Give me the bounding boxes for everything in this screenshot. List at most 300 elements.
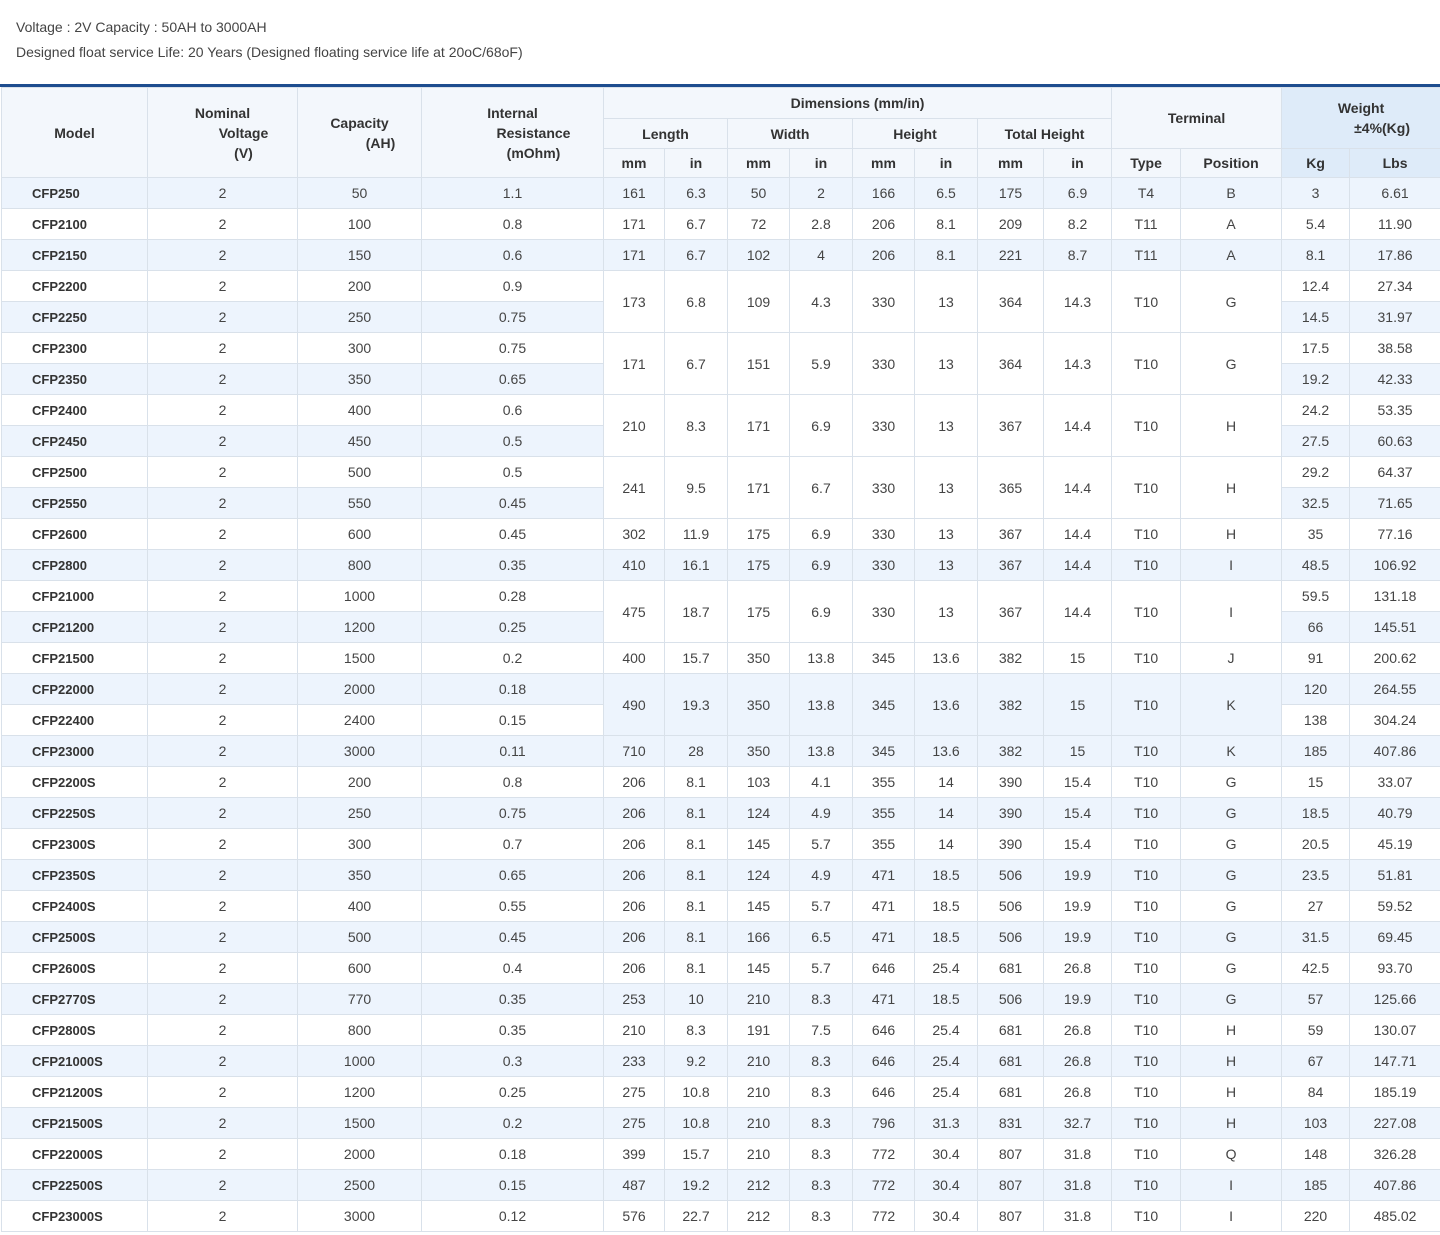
- cell-lbs: 40.79: [1350, 798, 1440, 829]
- cell-v: 2: [148, 271, 298, 302]
- cell-th-in: 19.9: [1044, 860, 1112, 891]
- cell-hei-in: 30.4: [915, 1201, 978, 1232]
- cell-type: T10: [1112, 550, 1181, 581]
- cell-wid-mm: 350: [728, 736, 790, 767]
- cell-th-in: 6.9: [1044, 178, 1112, 209]
- cell-pos: J: [1181, 643, 1282, 674]
- cell-model: CFP2500S: [2, 922, 148, 953]
- cell-th-in: 14.3: [1044, 271, 1112, 333]
- cell-res: 0.7: [422, 829, 604, 860]
- col-internal-resistance: [422, 88, 604, 178]
- cell-lbs: 33.07: [1350, 767, 1440, 798]
- cell-hei-in: 14: [915, 829, 978, 860]
- cell-pos: H: [1181, 457, 1282, 519]
- cell-model: CFP21000S: [2, 1046, 148, 1077]
- cell-v: 2: [148, 922, 298, 953]
- cell-hei-in: 18.5: [915, 891, 978, 922]
- cell-model: CFP2500: [2, 457, 148, 488]
- cell-v: 2: [148, 364, 298, 395]
- cell-cap: 500: [298, 457, 422, 488]
- cell-type: T10: [1112, 767, 1181, 798]
- cell-type: T10: [1112, 829, 1181, 860]
- cell-wid-in: 2: [790, 178, 853, 209]
- cell-wid-in: 6.9: [790, 581, 853, 643]
- cell-hei-in: 13.6: [915, 736, 978, 767]
- cell-v: 2: [148, 209, 298, 240]
- cell-len-in: 8.1: [665, 767, 728, 798]
- cell-wid-mm: 175: [728, 550, 790, 581]
- cell-kg: 148: [1282, 1139, 1350, 1170]
- cell-type: T10: [1112, 271, 1181, 333]
- cell-v: 2: [148, 829, 298, 860]
- cell-hei-mm: 330: [853, 457, 915, 519]
- table-row: [2, 674, 1440, 705]
- cell-lbs: 485.02: [1350, 1201, 1440, 1232]
- cell-model: CFP2200: [2, 271, 148, 302]
- cell-wid-mm: 210: [728, 1139, 790, 1170]
- cell-pos: G: [1181, 767, 1282, 798]
- cell-cap: 500: [298, 922, 422, 953]
- cell-len-mm: 475: [604, 581, 665, 643]
- cell-model: CFP2770S: [2, 984, 148, 1015]
- cell-wid-mm: 103: [728, 767, 790, 798]
- cell-wid-in: 8.3: [790, 1077, 853, 1108]
- cell-len-in: 9.2: [665, 1046, 728, 1077]
- cell-len-in: 15.7: [665, 643, 728, 674]
- cell-len-mm: 302: [604, 519, 665, 550]
- cell-wid-in: 7.5: [790, 1015, 853, 1046]
- cell-cap: 600: [298, 519, 422, 550]
- cell-cap: 300: [298, 829, 422, 860]
- cell-model: CFP21500S: [2, 1108, 148, 1139]
- col-nominal-voltage: [148, 88, 298, 178]
- cell-pos: G: [1181, 922, 1282, 953]
- cell-type: T10: [1112, 643, 1181, 674]
- cell-model: CFP2200S: [2, 767, 148, 798]
- cell-hei-mm: 772: [853, 1201, 915, 1232]
- table-row: [2, 395, 1440, 426]
- cell-wid-in: 5.7: [790, 953, 853, 984]
- cell-len-in: 8.1: [665, 829, 728, 860]
- cell-wid-in: 4.1: [790, 767, 853, 798]
- cell-type: T11: [1112, 240, 1181, 271]
- cell-res: 0.45: [422, 488, 604, 519]
- cell-lbs: 51.81: [1350, 860, 1440, 891]
- cell-wid-mm: 175: [728, 581, 790, 643]
- cell-hei-mm: 345: [853, 674, 915, 736]
- cell-hei-mm: 772: [853, 1170, 915, 1201]
- col-width-in: in: [790, 149, 853, 178]
- cell-lbs: 264.55: [1350, 674, 1440, 705]
- cell-th-in: 32.7: [1044, 1108, 1112, 1139]
- table-row: [2, 953, 1440, 984]
- col-terminal-position: Position: [1181, 149, 1282, 178]
- cell-res: 0.18: [422, 674, 604, 705]
- cell-hei-in: 6.5: [915, 178, 978, 209]
- table-row: [2, 271, 1440, 302]
- cell-res: 0.15: [422, 705, 604, 736]
- cell-hei-in: 13: [915, 519, 978, 550]
- cell-th-in: 15: [1044, 674, 1112, 736]
- cell-v: 2: [148, 767, 298, 798]
- capacity-label-1: Capacity: [330, 114, 389, 131]
- cell-kg: 185: [1282, 1170, 1350, 1201]
- col-length-in: in: [665, 149, 728, 178]
- cell-hei-mm: 330: [853, 581, 915, 643]
- cell-lbs: 130.07: [1350, 1015, 1440, 1046]
- cell-len-mm: 576: [604, 1201, 665, 1232]
- cell-wid-mm: 210: [728, 984, 790, 1015]
- cell-th-mm: 364: [978, 271, 1044, 333]
- cell-res: 0.25: [422, 1077, 604, 1108]
- cell-len-in: 9.5: [665, 457, 728, 519]
- cell-model: CFP21200: [2, 612, 148, 643]
- cell-wid-mm: 171: [728, 395, 790, 457]
- cell-res: 0.65: [422, 860, 604, 891]
- cell-len-mm: 206: [604, 922, 665, 953]
- cell-th-mm: 681: [978, 1015, 1044, 1046]
- cell-pos: G: [1181, 271, 1282, 333]
- cell-kg: 18.5: [1282, 798, 1350, 829]
- cell-len-mm: 241: [604, 457, 665, 519]
- cell-lbs: 326.28: [1350, 1139, 1440, 1170]
- cell-th-mm: 506: [978, 984, 1044, 1015]
- table-row: [2, 457, 1440, 488]
- cell-res: 0.28: [422, 581, 604, 612]
- cell-hei-mm: 355: [853, 798, 915, 829]
- cell-v: 2: [148, 674, 298, 705]
- col-weight-kg: Kg: [1282, 149, 1350, 178]
- col-capacity: [298, 88, 422, 178]
- cell-wid-mm: 212: [728, 1170, 790, 1201]
- cell-v: 2: [148, 240, 298, 271]
- cell-lbs: 17.86: [1350, 240, 1440, 271]
- cell-th-in: 19.9: [1044, 984, 1112, 1015]
- cell-model: CFP21500: [2, 643, 148, 674]
- table-row: [2, 581, 1440, 612]
- cell-model: CFP2350: [2, 364, 148, 395]
- table-row: [2, 860, 1440, 891]
- cell-v: 2: [148, 1015, 298, 1046]
- weight-label-1: Weight: [1337, 100, 1385, 116]
- cell-len-mm: 206: [604, 860, 665, 891]
- cell-hei-mm: 206: [853, 209, 915, 240]
- cell-v: 2: [148, 1108, 298, 1139]
- cell-hei-mm: 646: [853, 1046, 915, 1077]
- col-width: Width: [728, 119, 853, 149]
- cell-cap: 800: [298, 550, 422, 581]
- cell-lbs: 60.63: [1350, 426, 1440, 457]
- cell-len-in: 8.1: [665, 953, 728, 984]
- cell-wid-in: 13.8: [790, 674, 853, 736]
- cell-wid-in: 8.3: [790, 1170, 853, 1201]
- cell-cap: 1500: [298, 1108, 422, 1139]
- cell-kg: 20.5: [1282, 829, 1350, 860]
- cell-wid-mm: 210: [728, 1077, 790, 1108]
- cell-wid-in: 4.9: [790, 798, 853, 829]
- table-row: [2, 643, 1440, 674]
- cell-kg: 220: [1282, 1201, 1350, 1232]
- resistance-label-3: (mOhm): [506, 144, 561, 161]
- cell-lbs: 45.19: [1350, 829, 1440, 860]
- cell-len-mm: 253: [604, 984, 665, 1015]
- cell-wid-mm: 191: [728, 1015, 790, 1046]
- capacity-label-2: (AH): [365, 134, 396, 151]
- cell-pos: I: [1181, 550, 1282, 581]
- cell-wid-in: 8.3: [790, 1108, 853, 1139]
- cell-wid-in: 6.9: [790, 550, 853, 581]
- cell-wid-in: 5.7: [790, 891, 853, 922]
- cell-pos: Q: [1181, 1139, 1282, 1170]
- cell-type: T10: [1112, 519, 1181, 550]
- col-weight-lbs: Lbs: [1350, 149, 1440, 178]
- cell-hei-in: 13.6: [915, 643, 978, 674]
- cell-pos: G: [1181, 953, 1282, 984]
- cell-len-in: 15.7: [665, 1139, 728, 1170]
- cell-th-in: 19.9: [1044, 891, 1112, 922]
- cell-len-in: 6.7: [665, 333, 728, 395]
- cell-th-mm: 367: [978, 550, 1044, 581]
- cell-model: CFP2300S: [2, 829, 148, 860]
- cell-v: 2: [148, 395, 298, 426]
- cell-th-mm: 681: [978, 953, 1044, 984]
- intro-text: [0, 0, 1440, 84]
- col-terminal-type: Type: [1112, 149, 1181, 178]
- cell-res: 0.8: [422, 767, 604, 798]
- cell-kg: 57: [1282, 984, 1350, 1015]
- cell-cap: 250: [298, 302, 422, 333]
- cell-pos: H: [1181, 1015, 1282, 1046]
- cell-th-mm: 175: [978, 178, 1044, 209]
- cell-th-in: 14.4: [1044, 581, 1112, 643]
- cell-lbs: 38.58: [1350, 333, 1440, 364]
- cell-v: 2: [148, 302, 298, 333]
- cell-wid-mm: 210: [728, 1108, 790, 1139]
- cell-v: 2: [148, 1046, 298, 1077]
- cell-wid-in: 6.9: [790, 395, 853, 457]
- col-total-height-mm: mm: [978, 149, 1044, 178]
- voltage-capacity-line: Voltage : 2V Capacity : 50AH to 3000AH: [16, 19, 267, 35]
- cell-cap: 400: [298, 395, 422, 426]
- cell-len-in: 28: [665, 736, 728, 767]
- table-row: [2, 178, 1440, 209]
- cell-cap: 250: [298, 798, 422, 829]
- cell-th-in: 15.4: [1044, 767, 1112, 798]
- cell-hei-in: 13: [915, 333, 978, 395]
- cell-cap: 600: [298, 953, 422, 984]
- cell-kg: 59.5: [1282, 581, 1350, 612]
- cell-model: CFP21200S: [2, 1077, 148, 1108]
- cell-lbs: 53.35: [1350, 395, 1440, 426]
- cell-th-mm: 364: [978, 333, 1044, 395]
- cell-res: 0.65: [422, 364, 604, 395]
- cell-hei-mm: 646: [853, 953, 915, 984]
- cell-th-mm: 390: [978, 767, 1044, 798]
- cell-kg: 15: [1282, 767, 1350, 798]
- cell-v: 2: [148, 178, 298, 209]
- cell-kg: 59: [1282, 1015, 1350, 1046]
- cell-wid-mm: 350: [728, 643, 790, 674]
- cell-pos: G: [1181, 829, 1282, 860]
- cell-hei-in: 14: [915, 798, 978, 829]
- cell-th-in: 31.8: [1044, 1139, 1112, 1170]
- cell-th-in: 15: [1044, 736, 1112, 767]
- cell-th-mm: 367: [978, 395, 1044, 457]
- cell-v: 2: [148, 333, 298, 364]
- col-dimensions: Dimensions (mm/in): [604, 88, 1112, 119]
- cell-kg: 84: [1282, 1077, 1350, 1108]
- cell-hei-mm: 330: [853, 519, 915, 550]
- cell-res: 0.25: [422, 612, 604, 643]
- cell-v: 2: [148, 519, 298, 550]
- cell-pos: H: [1181, 1046, 1282, 1077]
- cell-type: T10: [1112, 922, 1181, 953]
- cell-lbs: 304.24: [1350, 705, 1440, 736]
- cell-hei-in: 30.4: [915, 1170, 978, 1201]
- cell-len-mm: 171: [604, 240, 665, 271]
- cell-wid-mm: 50: [728, 178, 790, 209]
- cell-wid-mm: 102: [728, 240, 790, 271]
- cell-kg: 5.4: [1282, 209, 1350, 240]
- cell-len-mm: 206: [604, 891, 665, 922]
- cell-cap: 1000: [298, 1046, 422, 1077]
- cell-kg: 66: [1282, 612, 1350, 643]
- cell-wid-mm: 166: [728, 922, 790, 953]
- resistance-label-1: Internal: [487, 104, 538, 121]
- cell-res: 0.45: [422, 922, 604, 953]
- cell-type: T10: [1112, 1201, 1181, 1232]
- cell-pos: K: [1181, 674, 1282, 736]
- cell-v: 2: [148, 581, 298, 612]
- cell-wid-in: 13.8: [790, 643, 853, 674]
- cell-th-mm: 390: [978, 798, 1044, 829]
- cell-type: T10: [1112, 333, 1181, 395]
- cell-wid-mm: 210: [728, 1046, 790, 1077]
- cell-pos: I: [1181, 581, 1282, 643]
- cell-type: T10: [1112, 457, 1181, 519]
- cell-th-mm: 681: [978, 1046, 1044, 1077]
- cell-model: CFP2400: [2, 395, 148, 426]
- cell-kg: 3: [1282, 178, 1350, 209]
- cell-res: 0.2: [422, 643, 604, 674]
- battery-spec-table: [1, 87, 1440, 1232]
- cell-th-in: 31.8: [1044, 1170, 1112, 1201]
- nominal-label-1: Nominal: [194, 104, 251, 121]
- cell-th-in: 15: [1044, 643, 1112, 674]
- table-row: [2, 767, 1440, 798]
- cell-len-mm: 710: [604, 736, 665, 767]
- cell-wid-mm: 109: [728, 271, 790, 333]
- cell-model: CFP2800: [2, 550, 148, 581]
- cell-hei-mm: 355: [853, 767, 915, 798]
- cell-kg: 91: [1282, 643, 1350, 674]
- cell-th-in: 26.8: [1044, 1015, 1112, 1046]
- cell-kg: 23.5: [1282, 860, 1350, 891]
- cell-pos: G: [1181, 891, 1282, 922]
- cell-res: 0.12: [422, 1201, 604, 1232]
- cell-th-mm: 506: [978, 860, 1044, 891]
- cell-wid-in: 8.3: [790, 1201, 853, 1232]
- cell-hei-mm: 471: [853, 984, 915, 1015]
- cell-wid-in: 6.9: [790, 519, 853, 550]
- cell-res: 0.5: [422, 457, 604, 488]
- cell-model: CFP21000: [2, 581, 148, 612]
- cell-pos: G: [1181, 984, 1282, 1015]
- cell-hei-mm: 646: [853, 1077, 915, 1108]
- cell-v: 2: [148, 1139, 298, 1170]
- cell-pos: B: [1181, 178, 1282, 209]
- cell-th-mm: 807: [978, 1170, 1044, 1201]
- cell-kg: 67: [1282, 1046, 1350, 1077]
- cell-pos: H: [1181, 519, 1282, 550]
- cell-v: 2: [148, 953, 298, 984]
- service-life-line: Designed float service Life: 20 Years (Designed floating service life at 20oC/68oF): [16, 44, 523, 60]
- cell-lbs: 71.65: [1350, 488, 1440, 519]
- cell-type: T10: [1112, 953, 1181, 984]
- table-row: [2, 829, 1440, 860]
- table-row: [2, 209, 1440, 240]
- cell-v: 2: [148, 488, 298, 519]
- table-row: [2, 1139, 1440, 1170]
- cell-hei-in: 13: [915, 581, 978, 643]
- cell-kg: 32.5: [1282, 488, 1350, 519]
- cell-th-mm: 506: [978, 891, 1044, 922]
- cell-wid-in: 5.9: [790, 333, 853, 395]
- cell-kg: 27: [1282, 891, 1350, 922]
- cell-pos: I: [1181, 1170, 1282, 1201]
- cell-hei-mm: 646: [853, 1015, 915, 1046]
- table-row: [2, 922, 1440, 953]
- cell-res: 0.18: [422, 1139, 604, 1170]
- cell-pos: H: [1181, 395, 1282, 457]
- resistance-label-2: Resistance: [496, 124, 571, 141]
- cell-len-mm: 410: [604, 550, 665, 581]
- cell-model: CFP23000: [2, 736, 148, 767]
- cell-wid-in: 4.3: [790, 271, 853, 333]
- table-row: [2, 333, 1440, 364]
- cell-pos: H: [1181, 1108, 1282, 1139]
- cell-type: T10: [1112, 1046, 1181, 1077]
- cell-hei-mm: 206: [853, 240, 915, 271]
- cell-model: CFP2550: [2, 488, 148, 519]
- table-row: [2, 1201, 1440, 1232]
- cell-pos: G: [1181, 860, 1282, 891]
- col-weight: [1282, 88, 1440, 149]
- cell-hei-mm: 471: [853, 891, 915, 922]
- cell-type: T10: [1112, 581, 1181, 643]
- cell-th-in: 19.9: [1044, 922, 1112, 953]
- cell-kg: 35: [1282, 519, 1350, 550]
- cell-model: CFP2600S: [2, 953, 148, 984]
- cell-hei-in: 25.4: [915, 953, 978, 984]
- cell-len-in: 19.2: [665, 1170, 728, 1201]
- cell-hei-mm: 166: [853, 178, 915, 209]
- cell-kg: 19.2: [1282, 364, 1350, 395]
- cell-kg: 27.5: [1282, 426, 1350, 457]
- table-row: [2, 736, 1440, 767]
- cell-pos: A: [1181, 240, 1282, 271]
- cell-pos: H: [1181, 1077, 1282, 1108]
- cell-hei-mm: 330: [853, 395, 915, 457]
- cell-len-mm: 400: [604, 643, 665, 674]
- cell-th-in: 8.2: [1044, 209, 1112, 240]
- cell-lbs: 42.33: [1350, 364, 1440, 395]
- cell-hei-mm: 330: [853, 333, 915, 395]
- cell-len-in: 16.1: [665, 550, 728, 581]
- cell-hei-mm: 772: [853, 1139, 915, 1170]
- cell-res: 0.4: [422, 953, 604, 984]
- cell-type: T10: [1112, 1170, 1181, 1201]
